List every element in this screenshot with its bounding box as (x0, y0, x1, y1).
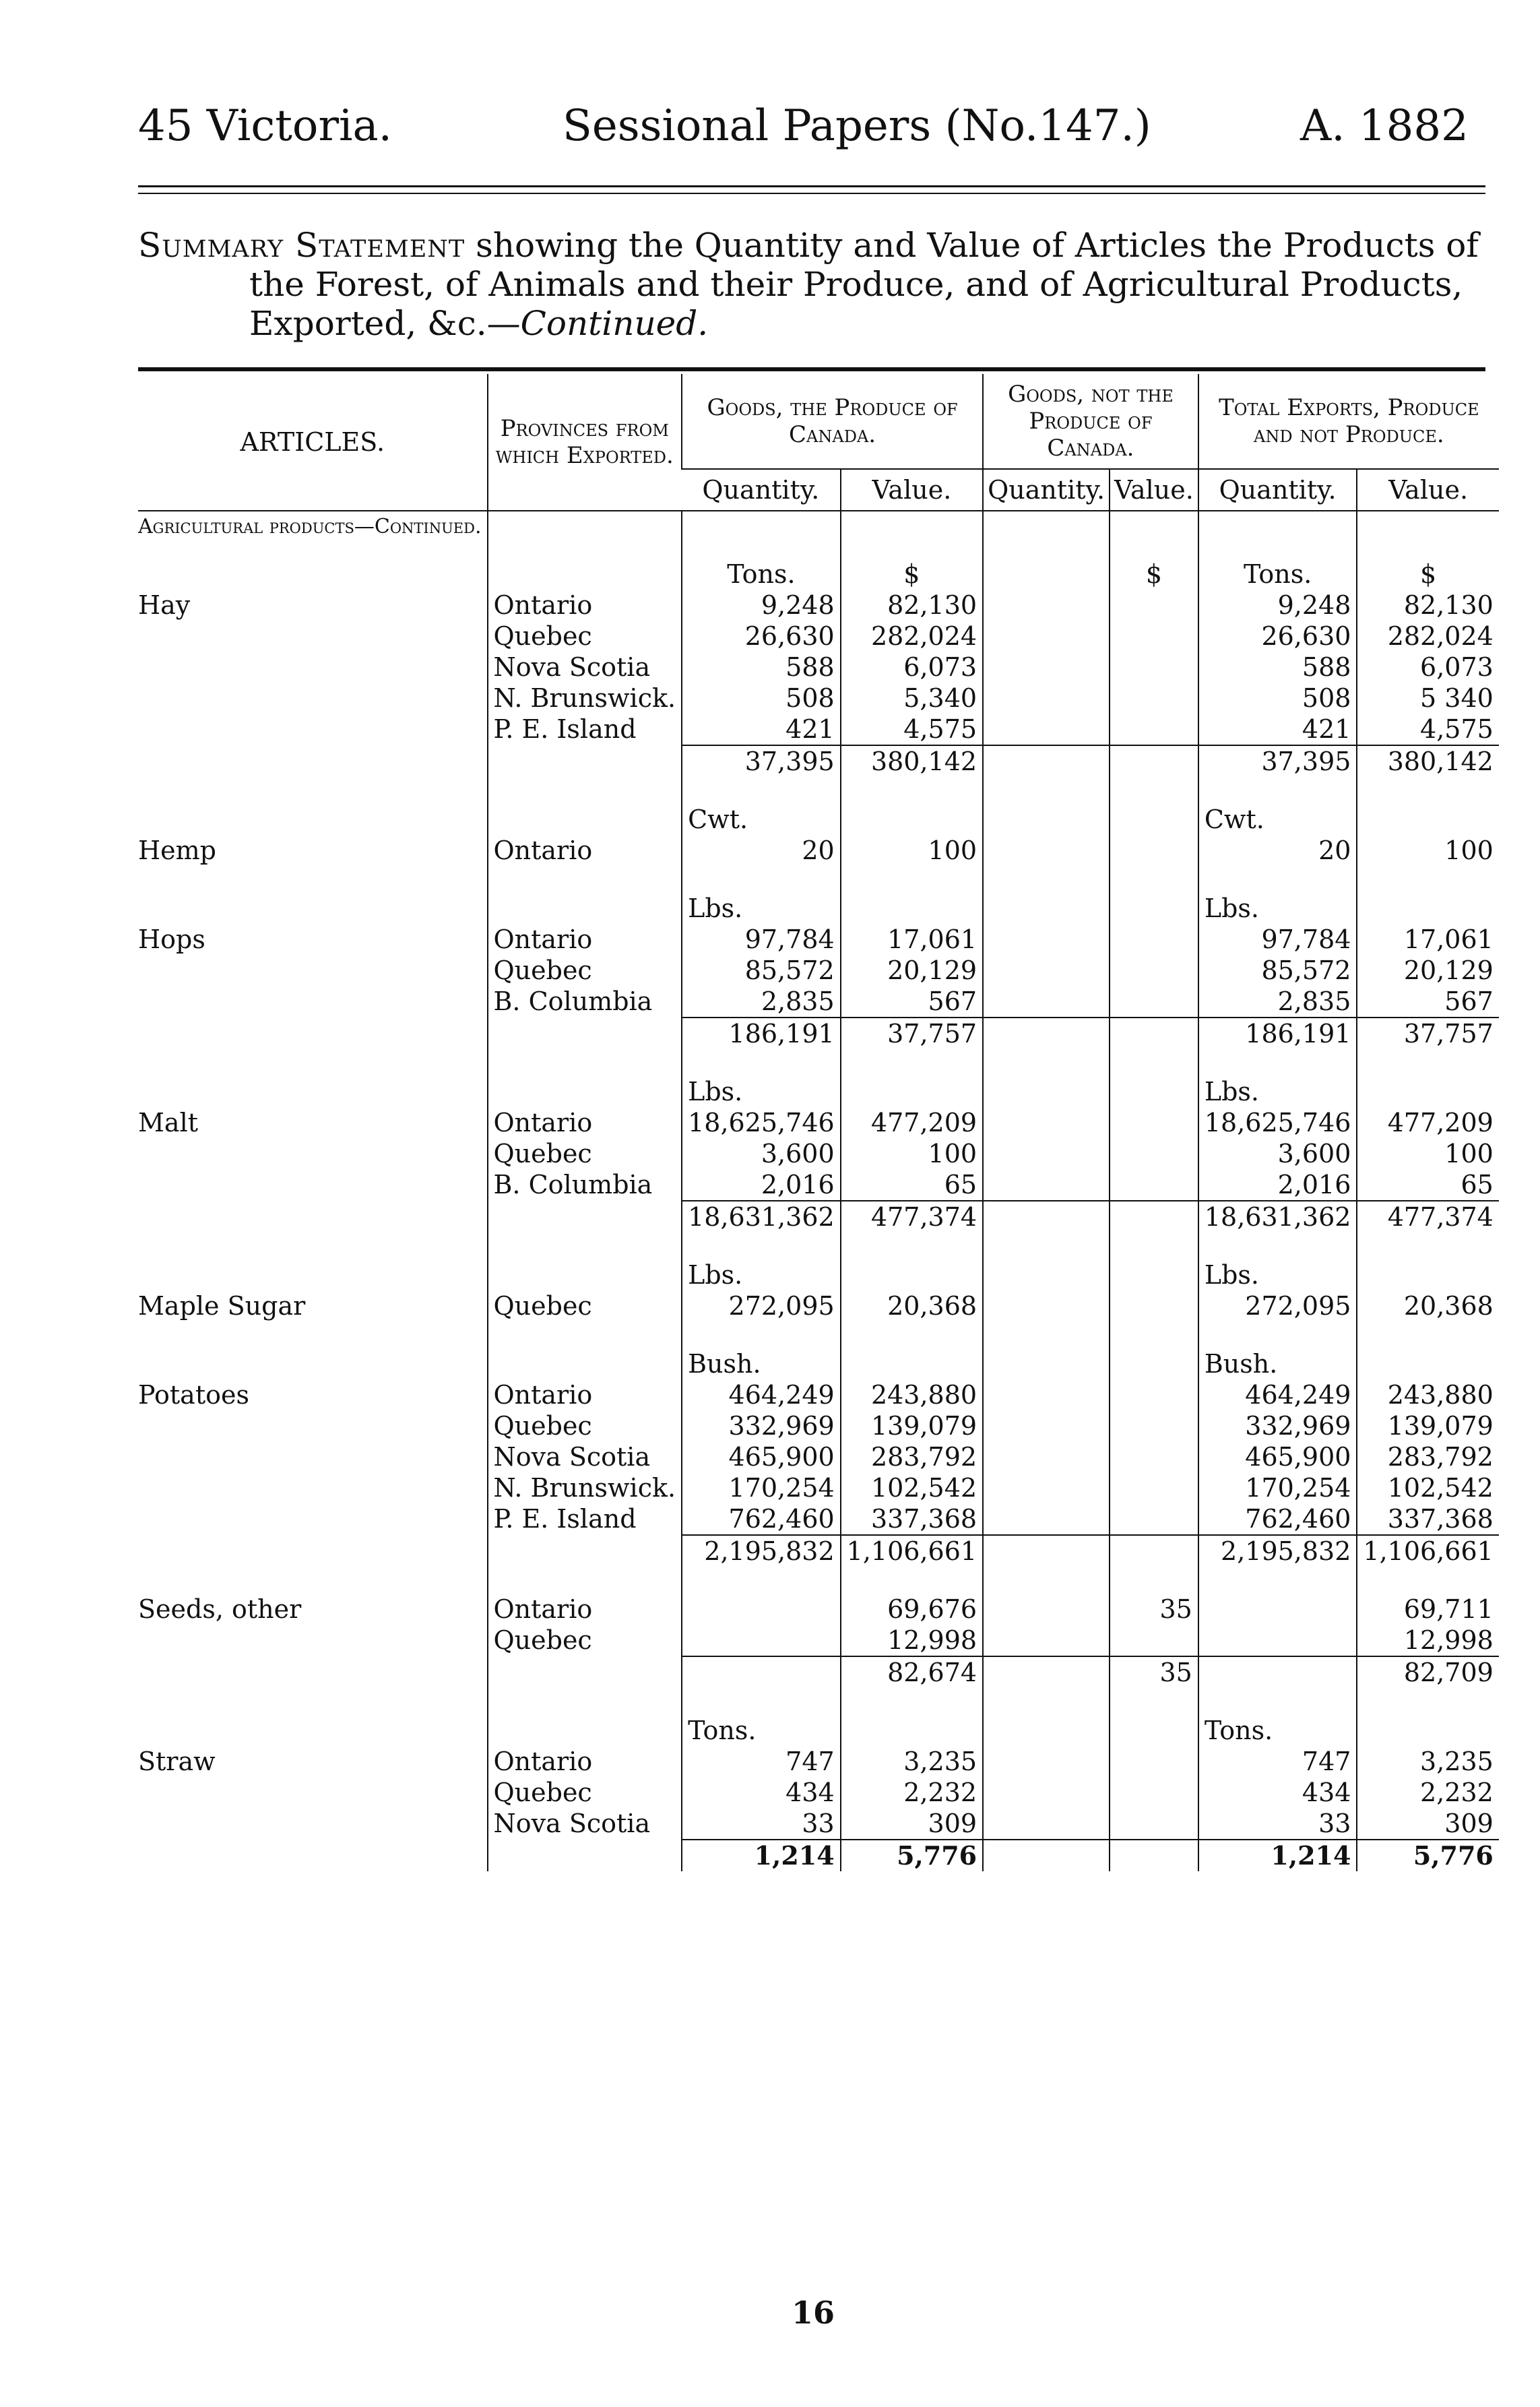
cell: 65 (841, 1169, 983, 1201)
province: N. Brunswick. (488, 1472, 682, 1503)
summary-table-wrap (138, 374, 1492, 1871)
total-cell: 37,757 (1357, 1018, 1498, 1049)
article-name: Hay (138, 590, 191, 620)
province: P. E. Island (488, 1503, 682, 1535)
province: N. Brunswick. (488, 683, 682, 714)
cell: 337,368 (1357, 1503, 1498, 1535)
cell: 139,079 (841, 1410, 983, 1441)
cell: 2,835 (682, 986, 841, 1018)
cell: 97,784 (682, 924, 841, 955)
article-name: Hops (138, 925, 205, 954)
cell: 9,248 (682, 590, 841, 621)
cell: 17,061 (841, 924, 983, 955)
article-name: Seeds, other (138, 1594, 302, 1624)
cell: 477,209 (1357, 1107, 1498, 1138)
col-provinces: Provinces from which Exported. (488, 374, 682, 511)
cell: 6,073 (841, 652, 983, 683)
cell: 283,792 (1357, 1441, 1498, 1472)
cell: 2,016 (682, 1169, 841, 1201)
cell: 85,572 (682, 955, 841, 986)
cell: 3,600 (682, 1138, 841, 1169)
cell (1198, 1594, 1357, 1625)
total-cell: 18,631,362 (682, 1201, 841, 1232)
total-cell: 1,106,661 (1357, 1535, 1498, 1567)
page-number: 16 (792, 2294, 835, 2331)
cell: 33 (682, 1808, 841, 1840)
total-cell: 1,214 (682, 1840, 841, 1871)
province: Nova Scotia (488, 1808, 682, 1840)
unit-label: $ (1110, 511, 1198, 590)
header-papers: Sessional Papers (No.147.) (563, 101, 1151, 151)
total-cell: 37,395 (1198, 745, 1357, 777)
header-rule-bottom (138, 193, 1485, 194)
cell: 332,969 (1198, 1410, 1357, 1441)
unit-label: Lbs. (1198, 1049, 1357, 1107)
unit-label: Cwt. (682, 777, 841, 835)
province: Ontario (488, 835, 682, 866)
unit-label: Tons. (682, 1688, 841, 1746)
province: Ontario (488, 1107, 682, 1138)
total-cell: 1,214 (1198, 1840, 1357, 1871)
cell: 26,630 (682, 621, 841, 652)
cell: 508 (1198, 683, 1357, 714)
total-cell: 5,776 (841, 1840, 983, 1871)
cell: 69,711 (1357, 1594, 1498, 1625)
col-value: Value. (1110, 469, 1198, 511)
col-articles: ARTICLES. (138, 374, 488, 511)
total-cell: 37,395 (682, 745, 841, 777)
cell: 309 (1357, 1808, 1498, 1840)
cell: 17,061 (1357, 924, 1498, 955)
cell: 102,542 (841, 1472, 983, 1503)
article-name: Maple Sugar (138, 1291, 306, 1321)
unit-label: Cwt. (1198, 777, 1357, 835)
unit-label: Bush. (682, 1321, 841, 1379)
total-cell: 1,106,661 (841, 1535, 983, 1567)
cell: 5 340 (1357, 683, 1498, 714)
total-cell (682, 1656, 841, 1688)
table-rule-top (138, 367, 1485, 371)
cell: 69,676 (841, 1594, 983, 1625)
total-cell: 477,374 (841, 1201, 983, 1232)
total-cell: 380,142 (841, 745, 983, 777)
unit-label: Tons. (1198, 511, 1357, 590)
cell: 282,024 (1357, 621, 1498, 652)
cell: 283,792 (841, 1441, 983, 1472)
cell: 18,625,746 (682, 1107, 841, 1138)
cell: 35 (1110, 1594, 1198, 1625)
cell: 2,232 (841, 1777, 983, 1808)
cell: 434 (1198, 1777, 1357, 1808)
province: Ontario (488, 1379, 682, 1410)
cell: 170,254 (682, 1472, 841, 1503)
cell: 100 (1357, 835, 1498, 866)
cell: 6,073 (1357, 652, 1498, 683)
total-cell: 2,195,832 (682, 1535, 841, 1567)
col-quantity: Quantity. (682, 469, 841, 511)
cell (682, 1625, 841, 1656)
cell: 170,254 (1198, 1472, 1357, 1503)
province: B. Columbia (488, 1169, 682, 1201)
cell: 3,235 (841, 1746, 983, 1777)
total-cell: 186,191 (682, 1018, 841, 1049)
total-cell: 35 (1110, 1656, 1198, 1688)
cell: 243,880 (841, 1379, 983, 1410)
cell: 65 (1357, 1169, 1498, 1201)
header-year: A. 1882 (1300, 101, 1469, 151)
cell: 309 (841, 1808, 983, 1840)
cell: 762,460 (682, 1503, 841, 1535)
total-cell: 380,142 (1357, 745, 1498, 777)
cell: 332,969 (682, 1410, 841, 1441)
cell: 2,016 (1198, 1169, 1357, 1201)
total-cell: 2,195,832 (1198, 1535, 1357, 1567)
cell: 272,095 (682, 1290, 841, 1321)
cell: 464,249 (682, 1379, 841, 1410)
cell: 100 (841, 1138, 983, 1169)
cell: 33 (1198, 1808, 1357, 1840)
cell: 20 (682, 835, 841, 866)
header-rule-top (138, 185, 1485, 187)
province: Quebec (488, 1138, 682, 1169)
article-name: Malt (138, 1108, 198, 1137)
unit-label: Lbs. (682, 866, 841, 924)
cell: 139,079 (1357, 1410, 1498, 1441)
province: Quebec (488, 1290, 682, 1321)
cell: 4,575 (841, 714, 983, 745)
cell: 2,232 (1357, 1777, 1498, 1808)
article-name: Straw (138, 1747, 216, 1776)
province: Quebec (488, 1777, 682, 1808)
cell: 243,880 (1357, 1379, 1498, 1410)
article-name: Potatoes (138, 1380, 249, 1410)
col-total-exports: Total Exports, Produce and not Produce. (1198, 374, 1499, 469)
cell: 421 (1198, 714, 1357, 745)
total-cell: 186,191 (1198, 1018, 1357, 1049)
cell: 434 (682, 1777, 841, 1808)
summary-table (138, 374, 1499, 1871)
col-value: Value. (1357, 469, 1498, 511)
province: Quebec (488, 621, 682, 652)
cell (1110, 1625, 1198, 1656)
cell: 477,209 (841, 1107, 983, 1138)
cell: 85,572 (1198, 955, 1357, 986)
title-lead: Summary Statement (138, 226, 466, 265)
unit-label: Lbs. (682, 1049, 841, 1107)
total-cell: 37,757 (841, 1018, 983, 1049)
col-value: Value. (841, 469, 983, 511)
cell (1198, 1625, 1357, 1656)
cell: 9,248 (1198, 590, 1357, 621)
cell: 747 (1198, 1746, 1357, 1777)
cell: 82,130 (1357, 590, 1498, 621)
cell: 20,368 (841, 1290, 983, 1321)
cell: 20 (1198, 835, 1357, 866)
total-cell: 477,374 (1357, 1201, 1498, 1232)
cell: 2,835 (1198, 986, 1357, 1018)
title-text-1: showing the Quantity and Value of Articles the Products of (465, 226, 1479, 265)
cell: 465,900 (682, 1441, 841, 1472)
cell: 762,460 (1198, 1503, 1357, 1535)
cell: 567 (841, 986, 983, 1018)
cell: 337,368 (841, 1503, 983, 1535)
province: Quebec (488, 1410, 682, 1441)
cell: 20,129 (841, 955, 983, 986)
cell: 5,340 (841, 683, 983, 714)
cell: 567 (1357, 986, 1498, 1018)
province: Nova Scotia (488, 652, 682, 683)
province: Quebec (488, 955, 682, 986)
col-goods-not-produce: Goods, not the Produce of Canada. (983, 374, 1198, 469)
title-text-3: Exported, &c.— (249, 304, 521, 343)
unit-label: Lbs. (1198, 1232, 1357, 1290)
title-continued: Continued. (520, 304, 709, 343)
province: Ontario (488, 1594, 682, 1625)
total-cell: 82,709 (1357, 1656, 1498, 1688)
cell: 82,130 (841, 590, 983, 621)
cell: 26,630 (1198, 621, 1357, 652)
title-text-2: the Forest, of Animals and their Produce, and of Agricultural Products, (249, 265, 1463, 304)
unit-label: Bush. (1198, 1321, 1357, 1379)
cell: 4,575 (1357, 714, 1498, 745)
section-label: Agricultural products—Continued. (138, 515, 482, 538)
cell: 747 (682, 1746, 841, 1777)
unit-label: Tons. (682, 511, 841, 590)
total-cell: 18,631,362 (1198, 1201, 1357, 1232)
cell: 282,024 (841, 621, 983, 652)
province: Nova Scotia (488, 1441, 682, 1472)
total-cell (1198, 1656, 1357, 1688)
cell: 272,095 (1198, 1290, 1357, 1321)
cell: 20,368 (1357, 1290, 1498, 1321)
cell: 102,542 (1357, 1472, 1498, 1503)
unit-label: Lbs. (682, 1232, 841, 1290)
cell (682, 1594, 841, 1625)
cell: 508 (682, 683, 841, 714)
province: Quebec (488, 1625, 682, 1656)
unit-label: $ (1357, 511, 1498, 590)
cell: 464,249 (1198, 1379, 1357, 1410)
total-cell: 5,776 (1357, 1840, 1498, 1871)
cell: 20,129 (1357, 955, 1498, 986)
cell: 97,784 (1198, 924, 1357, 955)
cell: 3,600 (1198, 1138, 1357, 1169)
province: Ontario (488, 1746, 682, 1777)
cell: 588 (682, 652, 841, 683)
cell: 12,998 (1357, 1625, 1498, 1656)
cell: 3,235 (1357, 1746, 1498, 1777)
province: Ontario (488, 924, 682, 955)
province: Ontario (488, 590, 682, 621)
unit-label: Tons. (1198, 1688, 1357, 1746)
total-cell: 82,674 (841, 1656, 983, 1688)
cell: 18,625,746 (1198, 1107, 1357, 1138)
cell: 421 (682, 714, 841, 745)
cell: 100 (841, 835, 983, 866)
cell: 100 (1357, 1138, 1498, 1169)
statement-title (138, 226, 1492, 343)
province: B. Columbia (488, 986, 682, 1018)
header-session: 45 Victoria. (138, 101, 392, 151)
cell: 588 (1198, 652, 1357, 683)
col-quantity: Quantity. (1198, 469, 1357, 511)
province: P. E. Island (488, 714, 682, 745)
cell: 465,900 (1198, 1441, 1357, 1472)
article-name: Hemp (138, 836, 216, 865)
cell: 12,998 (841, 1625, 983, 1656)
unit-label: Lbs. (1198, 866, 1357, 924)
unit-label: $ (841, 511, 983, 590)
col-goods-produce: Goods, the Produce of Canada. (682, 374, 983, 469)
col-quantity: Quantity. (983, 469, 1110, 511)
